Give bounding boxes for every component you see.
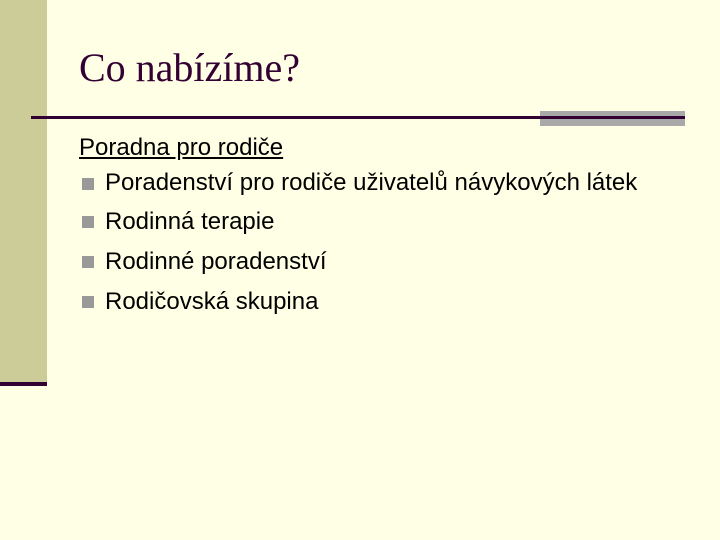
section-subheading: Poradna pro rodiče	[79, 134, 284, 161]
list-item-text: Poradenství pro rodiče uživatelů návykových látek	[105, 169, 638, 196]
slide-body	[79, 130, 679, 319]
square-bullet-icon	[82, 178, 94, 190]
list-item	[79, 244, 679, 279]
square-bullet-icon	[82, 256, 94, 268]
list-item-text: Rodinné poradenství	[105, 248, 327, 275]
square-bullet-icon	[82, 216, 94, 228]
list-item	[79, 204, 679, 239]
square-bullet-icon	[82, 296, 94, 308]
list-item	[79, 166, 679, 199]
list-item-text: Rodičovská skupina	[105, 288, 319, 315]
list-item	[79, 284, 679, 319]
left-accent-bar-base	[0, 382, 47, 386]
slide-title: Co nabízíme?	[79, 45, 301, 90]
left-accent-bar	[0, 0, 47, 383]
list-item-text: Rodinná terapie	[105, 208, 275, 235]
bullet-list	[79, 166, 679, 319]
title-divider-accent	[540, 111, 685, 126]
